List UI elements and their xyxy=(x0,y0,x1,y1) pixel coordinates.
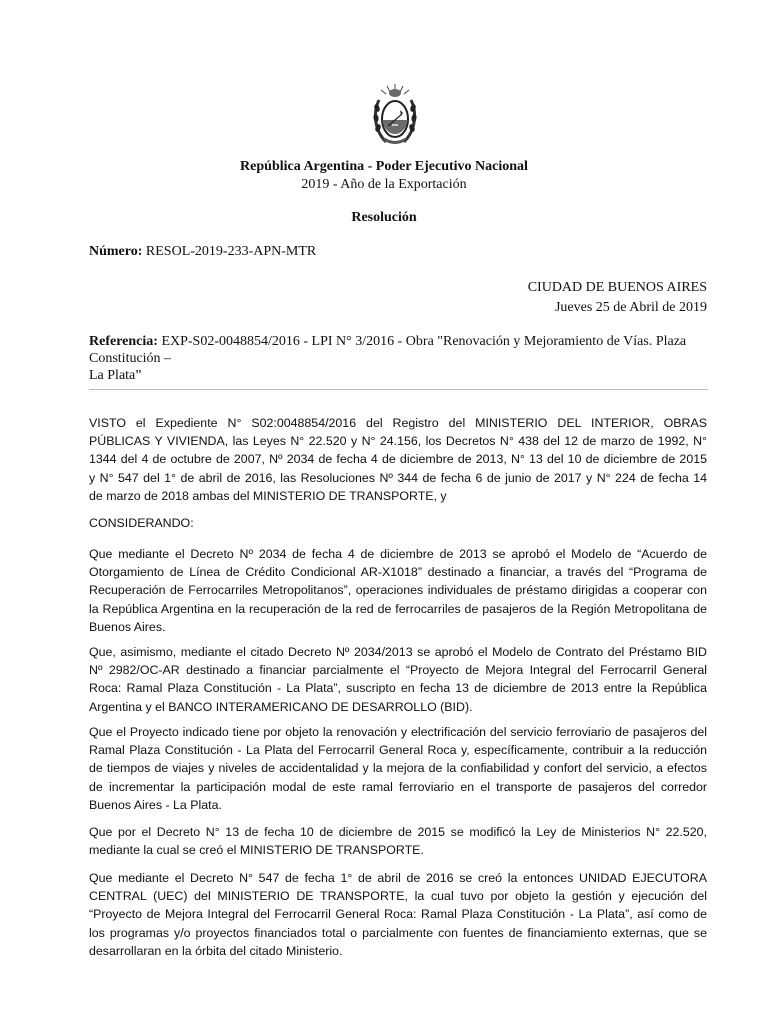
paragraph-line: Nº 2982/OC-AR destinado a financiar parcialmente el “Proyecto de Mejora Integral del Ferrocarril General xyxy=(89,663,707,678)
paragraph-line: mediante la cual se creó el MINISTERIO DE TRANSPORTE. xyxy=(89,843,424,858)
paragraph-line: VISTO el Expediente N° S02:0048854/2016 del Registro del MINISTERIO DEL INTERIOR, OBRAS xyxy=(89,416,707,430)
paragraph-line: de marzo de 2018 ambas del MINISTERIO DE TRANSPORTE, y xyxy=(89,488,447,503)
issuing-city: CIUDAD DE BUENOS AIRES xyxy=(527,280,707,295)
coat-of-arms-emblem xyxy=(370,82,420,148)
reference-line xyxy=(89,333,709,350)
paragraph-line: Buenos Aires - La Plata. xyxy=(89,797,222,812)
paragraph xyxy=(89,723,707,814)
paragraph-line: desarrollaran en la órbita del citado Ministerio. xyxy=(89,943,343,958)
paragraph-line: 1344 del 4 de octubre de 2007, Nº 2034 de fecha 4 de diciembre de 2013, N° 13 del 10 de diciembre de 2015 xyxy=(89,452,707,467)
reference-line: La Plata” xyxy=(89,368,142,383)
paragraph-line: Que, asimismo, mediante el citado Decreto Nº 2034/2013 se aprobó el Modelo de Contrato del Préstamo BID xyxy=(89,645,707,659)
paragraph-line: Que mediante el Decreto Nº 2034 de fecha 4 de diciembre de 2013 se aprobó el Modelo de “Acuerdo de xyxy=(89,547,707,561)
reference-label: Referencia: xyxy=(89,334,158,349)
reference-text: EXP-S02-0048854/2016 - LPI N° 3/2016 - Obra "Renovación y Mejoramiento de Vías. Plaza xyxy=(161,334,687,349)
paragraph xyxy=(89,643,707,716)
paragraph-line: Ramal Plaza Constitución - La Plata del Ferrocarril General Roca y, específicamente, contribuir a la reducción xyxy=(89,743,707,758)
paragraph-line: CONSIDERANDO: xyxy=(89,516,194,530)
paragraph-line: y N° 547 del 1° de abril de 2016, las Resoluciones Nº 344 de fecha 6 de junio de 2017 y N° 224 de fecha 14 xyxy=(89,470,707,485)
resolution-number-label: Número: xyxy=(89,244,143,259)
divider xyxy=(89,389,708,390)
resolution-number xyxy=(89,244,316,260)
document-type: Resolución xyxy=(351,210,417,225)
paragraph-line: los programas y/o proyectos financiados total o parcialmente con fuentes de financiamiento externas, que se xyxy=(89,925,707,940)
paragraph-line: PÚBLICAS Y VIVIENDA, las Leyes N° 22.520 y N° 24.156, los Decretos N° 438 del 12 de marzo de 1992, N° xyxy=(89,434,707,449)
resolution-number-value: RESOL-2019-233-APN-MTR xyxy=(145,244,317,259)
paragraph-line: Argentina y el BANCO INTERAMERICANO DE DESARROLLO (BID). xyxy=(89,699,473,714)
paragraph-line: Otorgamiento de Línea de Crédito Condicional AR-X1018” destinado a financiar, a través del “Programa de xyxy=(89,565,707,580)
paragraph-line: “Proyecto de Mejora Integral del Ferrocarril General Roca: Ramal Plaza Constitución - La Plata”, así como de xyxy=(89,907,707,922)
paragraph xyxy=(89,869,707,960)
paragraph-line: Que el Proyecto indicado tiene por objeto la renovación y electrificación del servicio ferroviario de pasajeros del xyxy=(89,725,707,739)
paragraph xyxy=(89,823,707,859)
document-header-title: República Argentina - Poder Ejecutivo Nacional xyxy=(240,159,528,174)
paragraph-line: Recuperación de Ferrocarriles Metropolitanos”, operaciones individuales de préstamo dirigidas a cooperar con xyxy=(89,583,707,598)
paragraph-line: Buenos Aires. xyxy=(89,619,166,634)
paragraph-line: Que por el Decreto N° 13 de fecha 10 de diciembre de 2015 se modificó la Ley de Ministerios N° 22.520, xyxy=(89,825,707,839)
document-header-subtitle: 2019 - Año de la Exportación xyxy=(301,177,467,192)
paragraph-line: de incrementar la participación modal de este ramal ferroviario en el transporte de pasajeros del corredor xyxy=(89,779,707,794)
paragraph xyxy=(89,545,707,636)
paragraph-visto xyxy=(89,414,707,505)
reference-line: Constitución – xyxy=(89,351,172,366)
paragraph-considerando xyxy=(89,514,707,532)
issue-date: Jueves 25 de Abril de 2019 xyxy=(554,300,707,315)
paragraph-line: de tiempos de viajes y niveles de accidentalidad y la mejora de la confiabilidad y confort del servicio, a efectos xyxy=(89,761,707,776)
reference-block xyxy=(89,333,709,384)
paragraph-line: Roca: Ramal Plaza Constitución - La Plata”, suscripto en fecha 13 de diciembre de 2013 entre la República xyxy=(89,681,707,696)
paragraph-line: CENTRAL (UEC) del MINISTERIO DE TRANSPORTE, la cual tuvo por objeto la gestión y ejecución del xyxy=(89,889,707,904)
paragraph-line: la República Argentina en la recuperación de la red de ferrocarriles de pasajeros de la Región Metropolitana de xyxy=(89,601,707,616)
paragraph-line: Que mediante el Decreto N° 547 de fecha 1° de abril de 2016 se creó la entonces UNIDAD EJECUTORA xyxy=(89,871,707,885)
